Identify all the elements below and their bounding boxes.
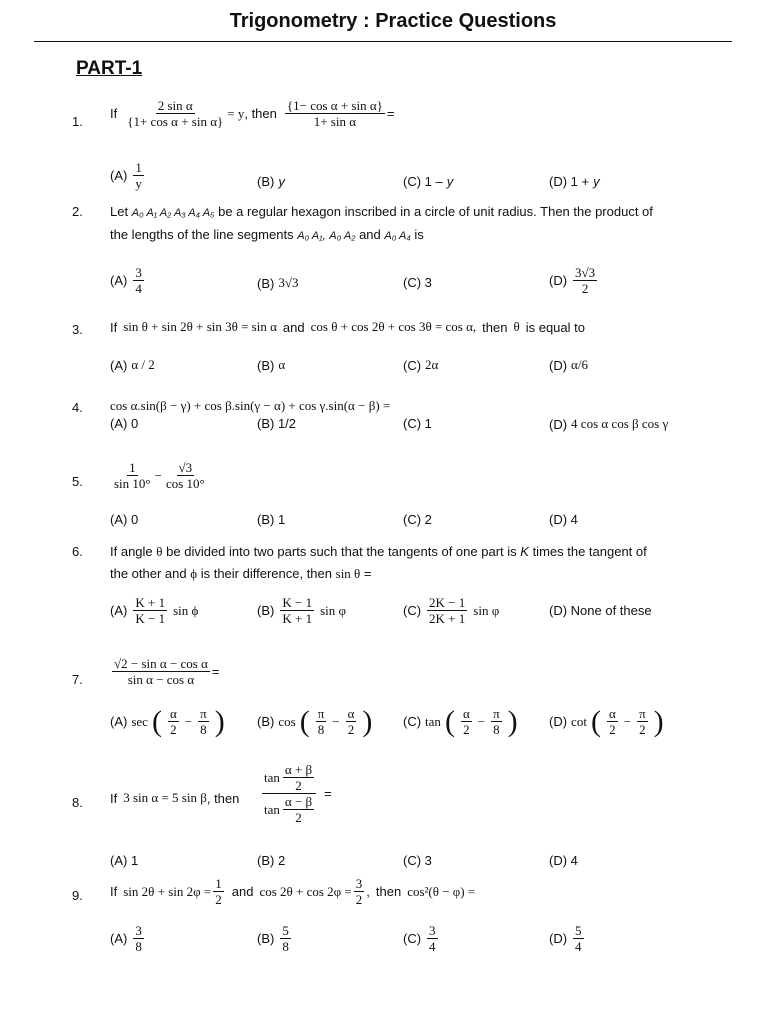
text-fragment: 8 <box>135 939 142 954</box>
text-fragment: 1+ sin α <box>313 114 357 129</box>
text-fragment: (D) 1 + <box>549 174 590 189</box>
text-fragment: 1 <box>129 460 136 475</box>
text-fragment: = <box>386 106 395 121</box>
question-number: 8. <box>72 795 83 810</box>
text-fragment: = <box>324 786 332 801</box>
text-fragment: − <box>154 467 162 483</box>
option-b <box>257 923 293 954</box>
text-fragment: cot <box>571 713 587 729</box>
question-text <box>110 541 725 585</box>
text-fragment: (A) <box>110 168 128 183</box>
fraction <box>125 98 225 129</box>
text-fragment: 2 <box>609 722 616 737</box>
question-number: 4. <box>72 400 83 415</box>
question-number: 6. <box>72 544 83 559</box>
text-fragment: If <box>110 884 118 899</box>
text-fragment: tan <box>425 713 441 729</box>
text-fragment: √2 − sin α − cos α <box>114 656 208 671</box>
text-fragment: 4 <box>429 939 436 954</box>
text-fragment: (B) 1/2 <box>257 416 297 431</box>
text-fragment: (B) 2 <box>257 853 286 868</box>
text-fragment: sin 2θ + sin 2φ = <box>123 883 212 899</box>
text-fragment: 3√3 <box>575 265 596 280</box>
text-fragment: 1 <box>135 160 142 175</box>
text-fragment: 3 <box>355 876 363 891</box>
text-fragment: α + β <box>284 762 313 777</box>
text-fragment: If <box>110 319 118 335</box>
option-a <box>110 923 146 954</box>
option-b <box>257 357 285 373</box>
option-a <box>110 416 138 431</box>
text-fragment: cos <box>278 713 296 729</box>
question-number: 5. <box>72 474 83 489</box>
text-fragment: (C) 3 <box>403 275 432 290</box>
text-fragment: 3 sin α = 5 sin β <box>123 790 207 805</box>
text-fragment: α − β <box>284 794 313 809</box>
text-fragment: (A) <box>110 357 128 373</box>
text-fragment: the lengths of the line segments <box>110 227 294 242</box>
option-c <box>403 357 438 373</box>
text-fragment: K <box>520 544 529 559</box>
text-fragment: (D) <box>549 931 568 946</box>
option-c <box>403 174 453 189</box>
text-fragment: 5 <box>575 923 582 938</box>
text-fragment: sin θ <box>335 566 361 581</box>
text-fragment: 3 <box>429 923 436 938</box>
text-fragment: 4 cos α cos β cos γ <box>571 416 669 431</box>
option-b <box>257 595 346 626</box>
text-fragment: and <box>359 227 381 242</box>
option-a <box>110 853 138 868</box>
text-fragment: K − 1 <box>135 611 166 626</box>
option-d <box>549 512 578 527</box>
option-a <box>110 357 155 373</box>
text-fragment: π <box>200 706 207 721</box>
text-fragment: (A) 0 <box>110 512 139 527</box>
option-c: (C) tan ( $\frac{\alpha}{2}$ − $\frac{\pi}{8}$ ) <box>403 704 518 738</box>
text-fragment: π <box>639 706 646 721</box>
option-a <box>110 265 146 296</box>
text-fragment: 2 <box>215 892 222 907</box>
title-rule <box>34 41 732 42</box>
text-fragment: α <box>347 706 355 721</box>
text-fragment: 2K + 1 <box>429 611 466 626</box>
text-fragment: {1+ cos α + sin α} <box>127 114 224 129</box>
text-fragment: 2 <box>170 722 177 737</box>
question-number: 9. <box>72 888 83 903</box>
text-fragment: (D) <box>549 416 568 432</box>
option-c <box>403 853 432 868</box>
text-fragment: 2 <box>347 722 355 737</box>
text-fragment: K − 1 <box>282 595 313 610</box>
option-c <box>403 416 432 431</box>
text-fragment: 2 <box>295 810 302 825</box>
text-fragment: 3√3 <box>278 275 299 290</box>
text-fragment: (D) 4 <box>549 512 578 527</box>
text-fragment: 5 <box>282 923 289 938</box>
text-fragment: A₀ A₁, <box>297 230 326 242</box>
option-d <box>549 923 586 954</box>
text-fragment: (C) 2 <box>403 512 432 527</box>
text-fragment: α <box>169 706 177 721</box>
option-c <box>403 923 440 954</box>
text-fragment: K + 1 <box>135 595 166 610</box>
text-fragment: 4 <box>135 281 142 296</box>
text-fragment: sin θ + sin 2θ + sin 3θ = sin α <box>123 319 277 334</box>
option-b <box>257 416 296 431</box>
fraction <box>112 656 210 687</box>
option-a <box>110 595 198 626</box>
text-fragment: (B) <box>257 357 275 373</box>
option-d <box>549 853 578 868</box>
text-fragment: 3 <box>135 923 142 938</box>
option-d <box>549 603 652 618</box>
text-fragment: θ <box>513 319 520 334</box>
text-fragment: (D) <box>549 357 568 373</box>
text-fragment: 2 <box>463 722 470 737</box>
option-d: (D) cot ( $\frac{\alpha}{2}$ − $\frac{\pi}{2}$ ) <box>549 704 664 738</box>
text-fragment: (C) <box>403 357 422 373</box>
text-fragment: and <box>282 319 305 335</box>
text-fragment: 8 <box>493 722 500 737</box>
text-fragment: (D) <box>549 714 568 729</box>
text-fragment: (C) <box>403 931 422 946</box>
text-fragment: cos²(θ − φ) = <box>407 883 476 899</box>
question-text <box>110 460 209 491</box>
text-fragment: be divided into two parts such that the tangents of one part is <box>166 544 517 559</box>
text-fragment: 3 <box>135 265 142 280</box>
text-fragment: 8 <box>282 939 289 954</box>
text-fragment: π <box>317 706 325 721</box>
text-fragment: sin 10° <box>114 476 151 491</box>
text-fragment: α/6 <box>571 357 588 372</box>
question-text <box>110 876 475 907</box>
text-fragment: α <box>278 357 286 372</box>
question-text <box>110 790 245 806</box>
text-fragment: (B) <box>257 714 275 729</box>
text-fragment: (D) None of these <box>549 603 652 618</box>
question-number: 1. <box>72 114 83 129</box>
option-d <box>549 265 599 296</box>
option-d <box>549 357 588 373</box>
text-fragment: A₀ A₄ <box>384 230 411 242</box>
text-fragment: If angle <box>110 544 153 559</box>
text-fragment: 2 sin α <box>157 98 193 113</box>
text-fragment: tan <box>264 801 280 817</box>
text-fragment: , then <box>244 106 277 121</box>
compound-fraction <box>260 762 332 825</box>
option-a <box>110 512 138 527</box>
text-fragment: 2 <box>639 722 646 737</box>
text-fragment: If <box>110 106 118 121</box>
text-fragment: (A) 1 <box>110 853 139 868</box>
fraction <box>112 460 153 491</box>
text-fragment: α <box>608 706 616 721</box>
text-fragment: cos θ + cos 2θ + cos 3θ = cos α, <box>310 319 477 334</box>
text-fragment: (A) <box>110 714 128 729</box>
option-b <box>257 275 298 291</box>
text-fragment: (B) <box>257 174 275 189</box>
text-fragment: , then <box>206 790 240 806</box>
text-fragment: 1 <box>215 876 222 891</box>
text-fragment: 8 <box>317 722 325 737</box>
text-fragment: 2α <box>425 357 439 372</box>
part-heading: PART-1 <box>76 58 143 79</box>
fraction <box>285 98 385 129</box>
text-fragment: θ <box>156 544 163 559</box>
question-number: 7. <box>72 672 83 687</box>
text-fragment: − <box>332 713 340 729</box>
text-fragment: 2K − 1 <box>429 595 466 610</box>
option-b: (B) cos ( $\frac{\pi}{8}$ − $\frac{\alpha}{2}$ ) <box>257 704 373 738</box>
fraction <box>164 460 207 491</box>
text-fragment: If <box>110 790 118 806</box>
text-fragment: (A) 0 <box>110 416 139 431</box>
text-fragment: (D) 4 <box>549 853 578 868</box>
text-fragment: then <box>375 884 402 899</box>
text-fragment: = <box>211 664 220 679</box>
text-fragment: y <box>593 174 600 189</box>
option-b <box>257 174 285 189</box>
text-fragment: (C) 3 <box>403 853 432 868</box>
text-fragment: then <box>482 319 508 335</box>
text-fragment: sin φ <box>473 602 500 618</box>
question-text <box>110 201 725 247</box>
text-fragment: Let <box>110 204 129 219</box>
text-fragment: (B) 1 <box>257 512 286 527</box>
text-fragment: (C) <box>403 714 422 729</box>
text-fragment: (A) <box>110 273 128 288</box>
text-fragment: times the tangent of <box>532 544 647 559</box>
text-fragment: (D) <box>549 273 568 288</box>
option-d <box>549 174 600 189</box>
text-fragment: 4 <box>575 939 582 954</box>
question-number: 3. <box>72 322 83 337</box>
text-fragment: ϕ <box>190 566 198 581</box>
text-fragment: = <box>363 566 372 581</box>
text-fragment: A₀ A₁ A₂ A₃ A₄ A₅ <box>131 207 215 219</box>
text-fragment: (A) <box>110 603 128 618</box>
text-fragment: (C) 1 <box>403 416 432 431</box>
text-fragment: cos α.sin(β − γ) + cos β.sin(γ − α) + cos γ.sin(α − β) = <box>110 398 391 413</box>
option-c <box>403 512 432 527</box>
question-text <box>110 98 394 129</box>
text-fragment: = y <box>227 105 245 121</box>
option-a <box>110 160 146 191</box>
text-fragment: K + 1 <box>282 611 313 626</box>
text-fragment: y <box>135 176 142 191</box>
option-b <box>257 853 285 868</box>
text-fragment: 2 <box>581 281 589 296</box>
text-fragment: and <box>231 884 254 899</box>
text-fragment: A₀ A₂ <box>329 230 356 242</box>
text-fragment: sin α − cos α <box>127 672 195 687</box>
text-fragment: is their difference, then <box>200 566 333 581</box>
question-text <box>110 398 390 414</box>
text-fragment: the other and <box>110 566 187 581</box>
text-fragment: {1− cos α + sin α} <box>286 98 383 113</box>
text-fragment: tan <box>264 769 280 785</box>
text-fragment: y <box>278 174 285 189</box>
text-fragment: − <box>184 713 193 729</box>
option-c <box>403 275 432 290</box>
option-a: (A) sec ( $\frac{\alpha}{2}$ − $\frac{\pi}{8}$ ) <box>110 704 225 738</box>
option-b <box>257 512 285 527</box>
text-fragment: sec <box>131 713 148 729</box>
text-fragment: (B) <box>257 275 275 291</box>
text-fragment: (B) <box>257 931 275 946</box>
page-title: Trigonometry : Practice Questions <box>229 10 557 32</box>
text-fragment: 2 <box>355 892 363 907</box>
text-fragment: y <box>446 174 454 189</box>
text-fragment: √3 <box>178 460 193 475</box>
text-fragment: 2 <box>295 778 302 793</box>
question-text <box>110 319 585 335</box>
text-fragment: is equal to <box>525 319 585 335</box>
text-fragment: 8 <box>200 722 207 737</box>
text-fragment: α / 2 <box>131 357 155 372</box>
text-fragment: π <box>493 706 500 721</box>
option-c <box>403 595 499 626</box>
question-number: 2. <box>72 204 83 219</box>
text-fragment: cos 10° <box>165 476 205 491</box>
text-fragment: α <box>462 706 470 721</box>
text-fragment: (C) <box>403 603 422 618</box>
text-fragment: , <box>366 884 370 899</box>
text-fragment: − <box>623 713 632 729</box>
text-fragment: be a regular hexagon inscribed in a circle of unit radius. Then the product of <box>218 204 653 219</box>
text-fragment: − <box>477 713 486 729</box>
text-fragment: (A) <box>110 931 128 946</box>
text-fragment: (C) 1 – <box>403 174 443 189</box>
text-fragment: sin ϕ <box>173 602 199 618</box>
text-fragment: (B) <box>257 603 275 618</box>
text-fragment: cos 2θ + cos 2φ = <box>259 883 352 899</box>
text-fragment: sin φ <box>320 602 347 618</box>
option-d <box>549 416 668 432</box>
text-fragment: is <box>414 227 424 242</box>
question-text <box>110 656 220 687</box>
